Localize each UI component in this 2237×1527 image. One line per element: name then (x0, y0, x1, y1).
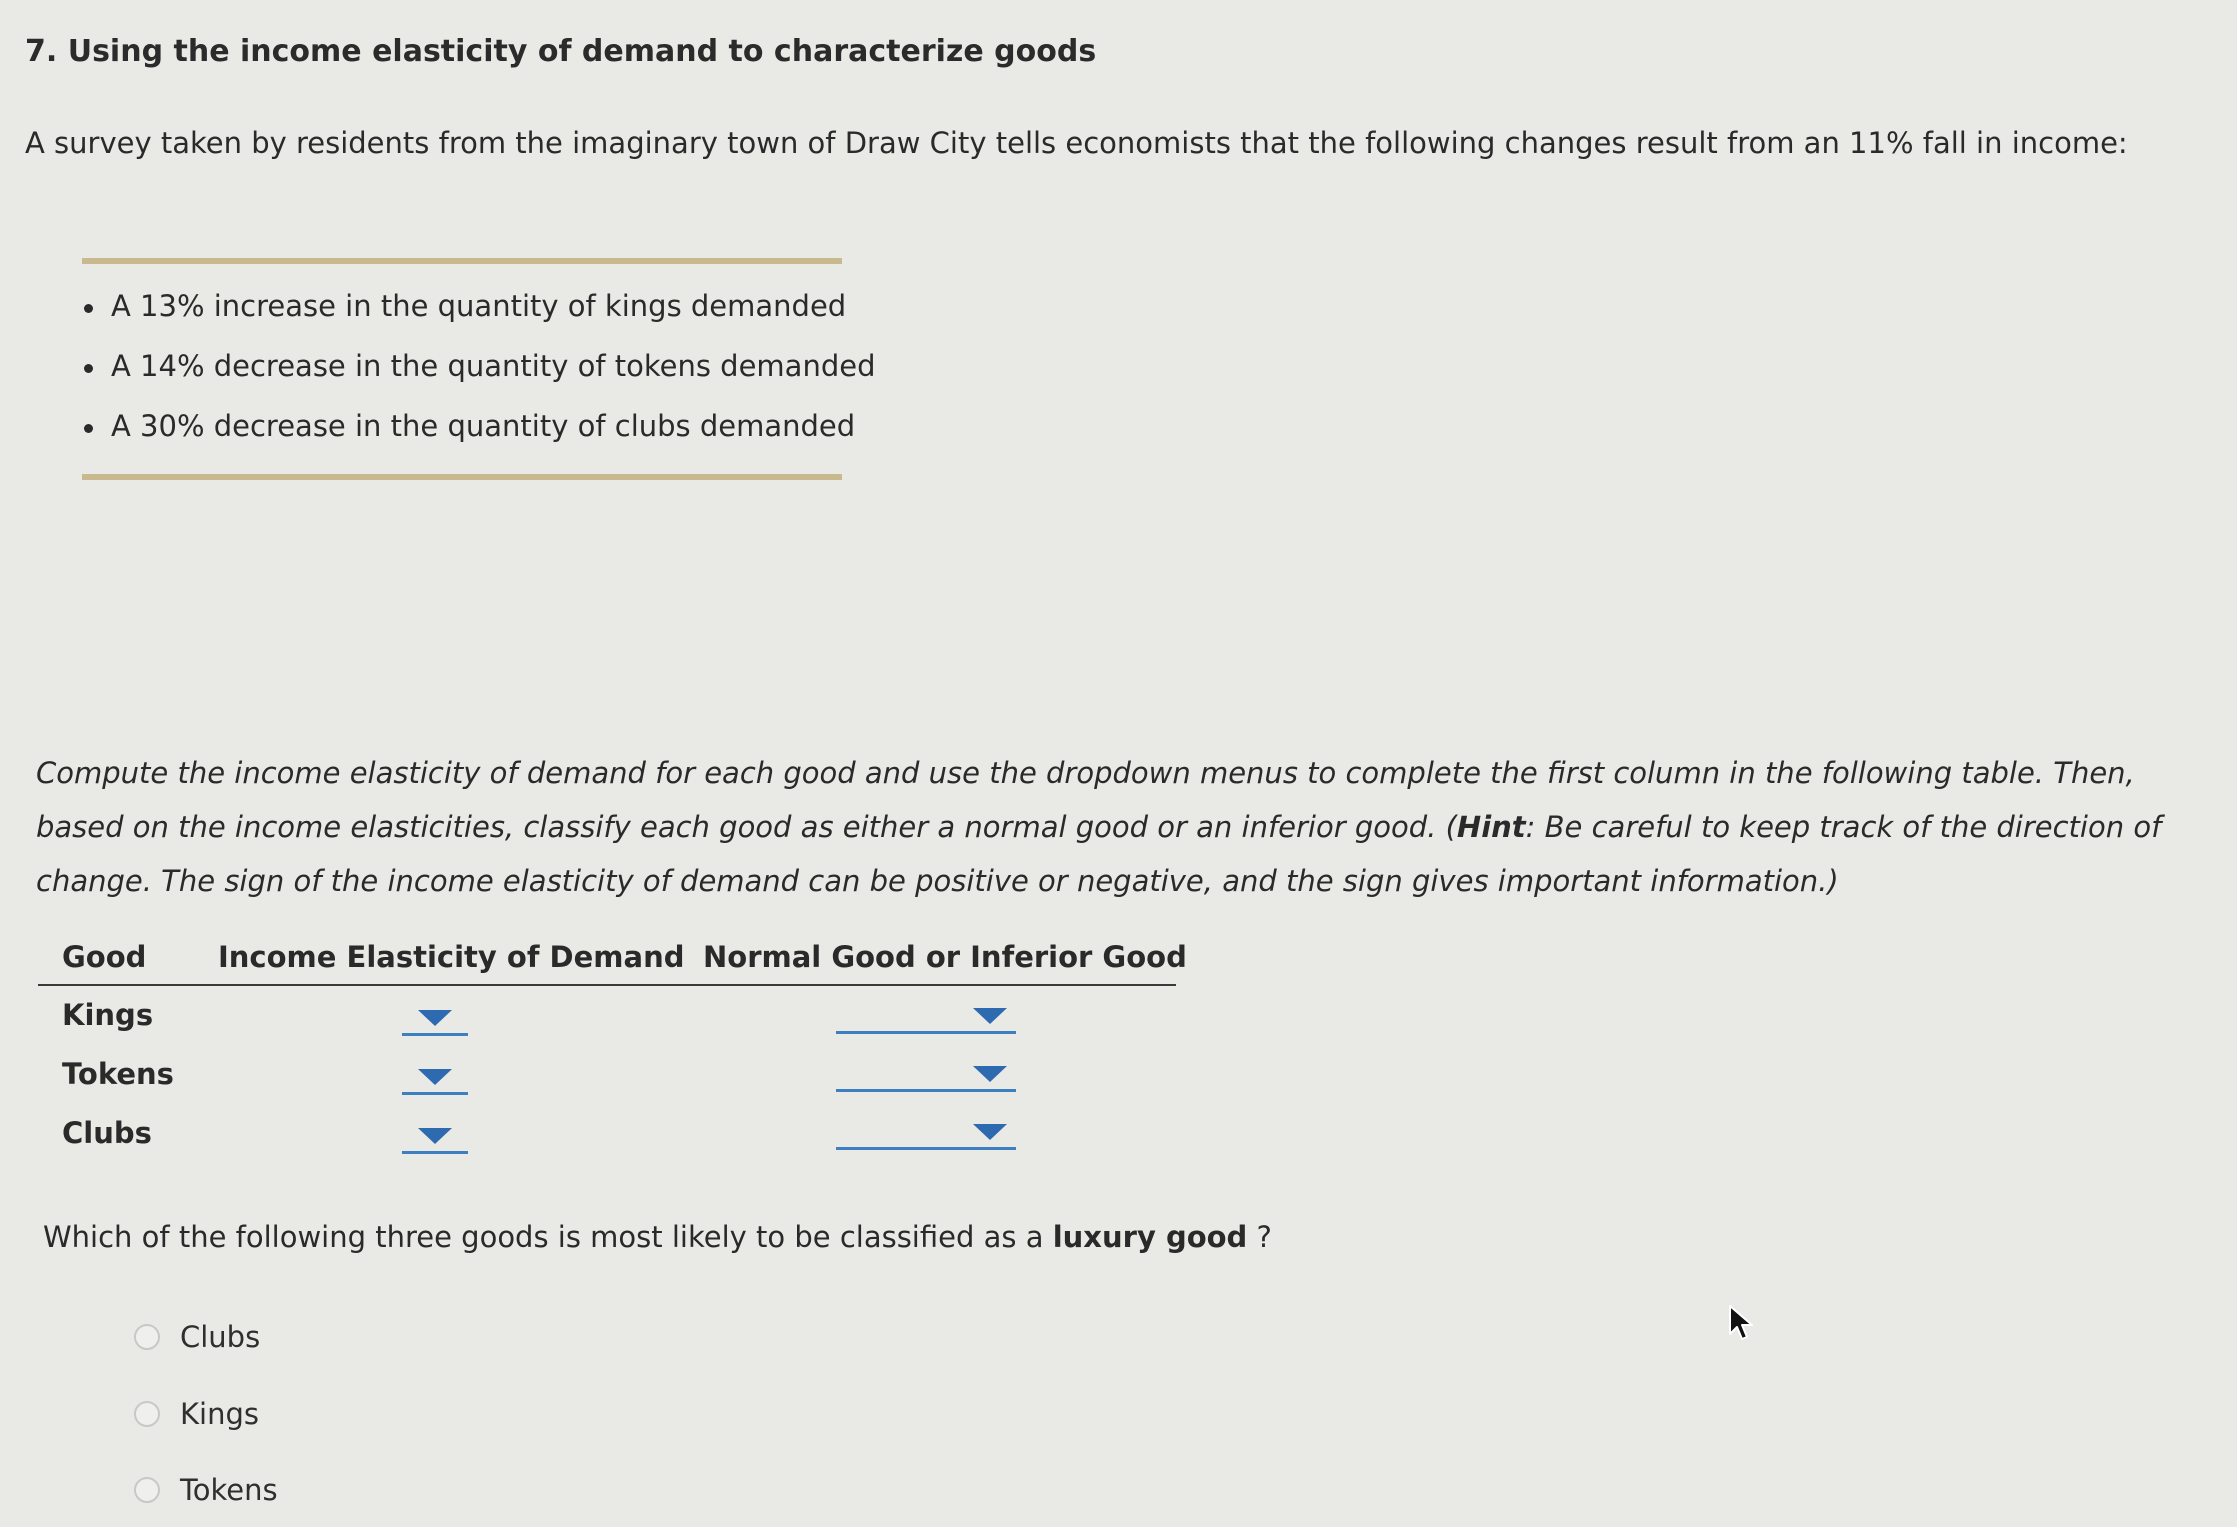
elasticity-dropdown-kings[interactable] (402, 1000, 468, 1036)
question-intro: A survey taken by residents from the imaginary town of Draw City tells economists that the following changes result from an 11% fall in income: (25, 126, 2128, 160)
list-item: A 14% decrease in the quantity of tokens demanded (84, 348, 875, 408)
instructions-text: Compute the income elasticity of demand for each good and use the dropdown menus to complete the first column in the following table. Then, based on the income elasticities, classify each good as either a normal good or an inferior good. (Hint: Be careful to keep track of the direction of change. The sign of the income elasticity of demand can be positive or negative, and the sign gives important information.) (36, 756, 2162, 898)
mouse-pointer-icon (1728, 1304, 1754, 1342)
table-header-divider (38, 984, 1176, 986)
list-item: A 13% increase in the quantity of kings demanded (84, 288, 875, 348)
bullet-icon (84, 304, 93, 313)
change-list (84, 288, 875, 468)
top-divider (82, 258, 842, 264)
column-header-good: Good (62, 940, 147, 974)
chevron-down-icon (973, 1066, 1007, 1082)
row-label-kings: Kings (62, 998, 154, 1032)
chevron-down-icon (418, 1069, 452, 1085)
bullet-icon (84, 364, 93, 373)
chevron-down-icon (973, 1124, 1007, 1140)
luxury-question: Which of the following three goods is most likely to be classified as a luxury good ? (43, 1220, 1272, 1254)
bullet-icon (84, 424, 93, 433)
good-type-dropdown-tokens[interactable] (836, 1056, 1016, 1092)
radio-button[interactable] (134, 1477, 160, 1503)
radio-option-kings[interactable] (134, 1394, 259, 1434)
question-title: 7. Using the income elasticity of demand to characterize goods (25, 34, 1097, 69)
chevron-down-icon (418, 1010, 452, 1026)
bottom-divider (82, 474, 842, 480)
good-type-dropdown-clubs[interactable] (836, 1114, 1016, 1150)
radio-button[interactable] (134, 1324, 160, 1350)
elasticity-dropdown-tokens[interactable] (402, 1059, 468, 1095)
column-header-type: Normal Good or Inferior Good (703, 940, 1187, 974)
luxury-good-term: luxury good (1052, 1220, 1248, 1254)
column-header-elasticity: Income Elasticity of Demand (218, 940, 685, 974)
hint-label: Hint (1456, 810, 1526, 844)
row-label-clubs: Clubs (62, 1116, 152, 1150)
elasticity-dropdown-clubs[interactable] (402, 1118, 468, 1154)
radio-option-tokens[interactable] (134, 1470, 278, 1510)
chevron-down-icon (973, 1008, 1007, 1024)
radio-label: Clubs (180, 1320, 261, 1354)
good-type-dropdown-kings[interactable] (836, 998, 1016, 1034)
radio-option-clubs[interactable] (134, 1317, 260, 1357)
list-item: A 30% decrease in the quantity of clubs demanded (84, 408, 875, 468)
radio-label: Tokens (180, 1473, 278, 1507)
radio-button[interactable] (134, 1401, 160, 1427)
radio-label: Kings (180, 1397, 259, 1431)
chevron-down-icon (418, 1128, 452, 1144)
row-label-tokens: Tokens (62, 1057, 174, 1091)
